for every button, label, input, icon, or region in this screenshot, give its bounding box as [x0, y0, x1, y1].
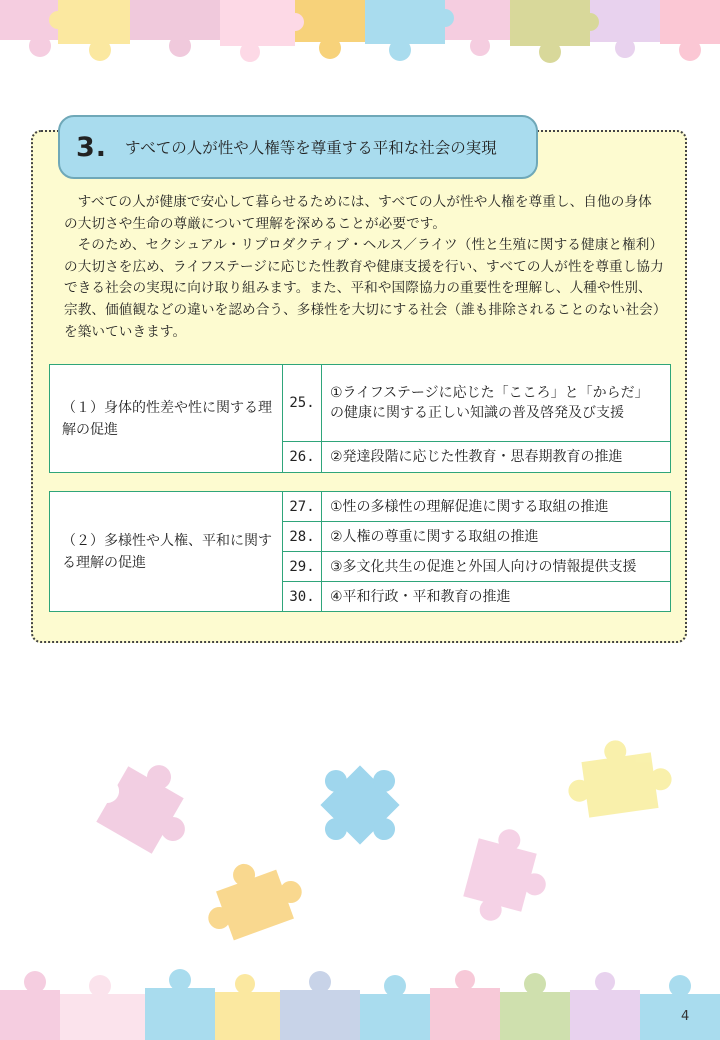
item-number: 30. — [283, 582, 322, 612]
section-title: すべての人が性や人権等を尊重する平和な社会の実現 — [125, 139, 497, 157]
puzzle-piece-icon — [81, 742, 209, 863]
paragraph: すべての人が健康で安心して暮らせるためには、すべての人が性や人権を尊重し、自他の身体の大切さや生命の尊厳について理解を深めることが必要です。 — [64, 194, 652, 232]
scattered-puzzle-pieces — [0, 740, 720, 960]
table-row — [50, 492, 671, 522]
bottom-puzzle-border — [0, 960, 720, 1040]
item-number: 26. — [283, 442, 322, 473]
section-title-tab — [58, 115, 538, 179]
item-text: ①性の多様性の理解促進に関する取組の推進 — [322, 492, 671, 522]
section-number: 3. — [76, 131, 108, 163]
item-number: 25. — [283, 365, 322, 442]
item-text: ④平和行政・平和教育の推進 — [322, 582, 671, 612]
page-number: 4 — [681, 1009, 690, 1024]
item-number: 29. — [283, 552, 322, 582]
item-text: ②人権の尊重に関する取組の推進 — [322, 522, 671, 552]
item-text: ②発達段階に応じた性教育・思春期教育の推進 — [322, 442, 671, 473]
measure-table-2 — [49, 491, 671, 612]
measure-table-1 — [49, 364, 671, 473]
category-cell: （１）身体的性差や性に関する理解の促進 — [50, 365, 283, 473]
puzzle-piece-icon — [459, 822, 558, 933]
paragraph: そのため、セクシュアル・リプロダクティブ・ヘルス／ライツ（性と生殖に関する健康と権利）の大切さを広め、ライフステージに応じた性教育や健康支援を行い、すべての人が性を尊重し協力できる社会の実現に向け取り組みます。また、平和や国際協力の重要性を理解し、人種や性別、宗教、価値観などの違いを認め合う、多様性を大切にする社会（誰も排除されることのない社会）を築いていきます。 — [64, 237, 664, 340]
puzzle-piece-icon — [562, 740, 675, 820]
puzzle-piece-icon — [296, 741, 423, 868]
item-number: 27. — [283, 492, 322, 522]
section-body — [64, 192, 664, 343]
category-cell: （２）多様性や人権、平和に関する理解の促進 — [50, 492, 283, 612]
item-text: ①ライフステージに応じた「こころ」と「からだ」の健康に関する正しい知識の普及啓発及び支援 — [322, 365, 671, 442]
table-row — [50, 365, 671, 442]
top-puzzle-border — [0, 0, 720, 80]
item-number: 28. — [283, 522, 322, 552]
puzzle-piece-icon — [0, 0, 720, 63]
puzzle-piece-icon — [194, 848, 310, 946]
puzzle-piece-icon — [0, 969, 720, 1040]
item-text: ③多文化共生の促進と外国人向けの情報提供支援 — [322, 552, 671, 582]
